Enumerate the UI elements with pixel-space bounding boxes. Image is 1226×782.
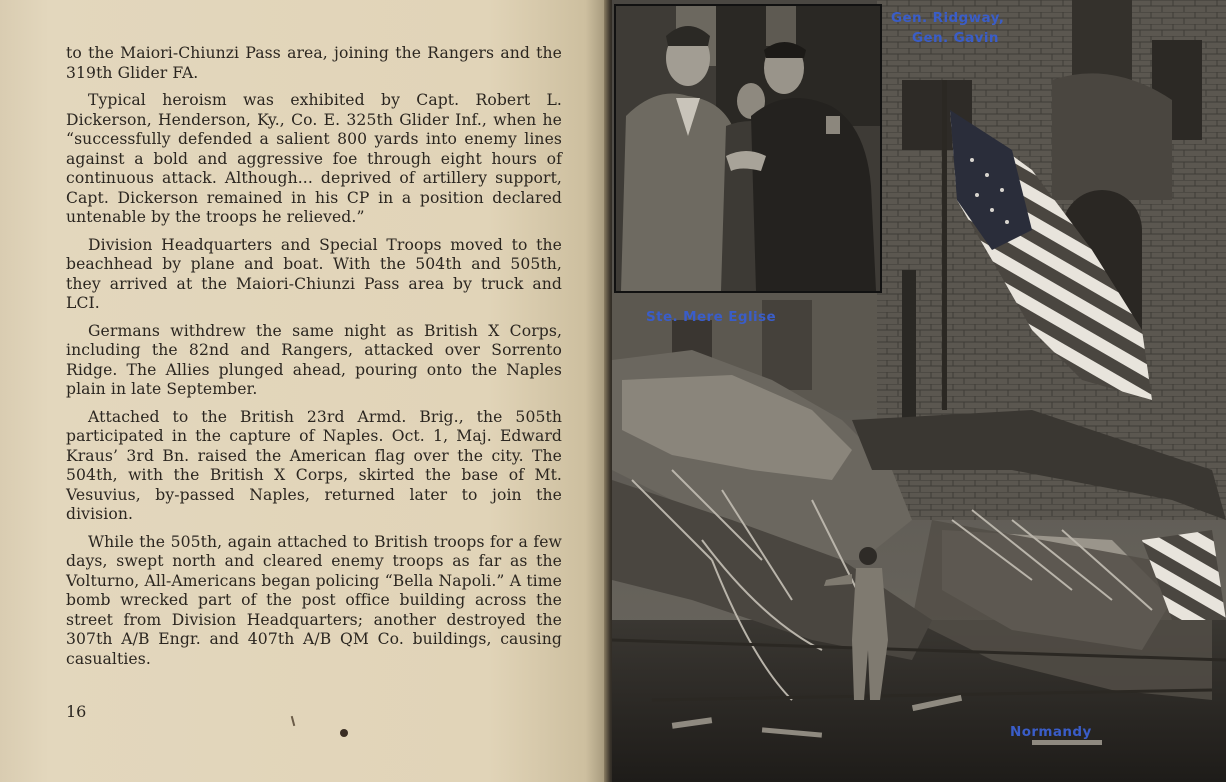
left-page — [0, 0, 610, 782]
ink-dot — [340, 729, 348, 737]
caption-ste-mere-eglise: Ste. Mere Eglise — [646, 309, 776, 325]
caption-ridgway: Gen. Ridgway, — [891, 10, 1005, 26]
paragraph: Typical heroism was exhibited by Capt. Robert L. Dickerson, Henderson, Ky., Co. E. 325th Glider Inf., when he “successfully defended a salient 800 yards into enemy lines against a bold and aggressive foe through eight hours of continuous attack. Although... deprived of artillery support, Capt. Dickerson remained in his CP in a position declared untenable by the troops he relieved.” — [66, 91, 562, 226]
generals-ceremony-photo — [614, 4, 882, 293]
caption-normandy: Normandy — [1010, 724, 1092, 740]
paragraph: Attached to the British 23rd Armd. Brig., the 505th participated in the capture of Naples. Oct. 1, Maj. Edward Kraus’ 3rd Bn. raised the American flag over the city. The 504th, with the British X Corps, skirted the base of Mt. Vesuvius, by-passed Naples, returned later to join the division. — [66, 407, 562, 523]
right-page — [612, 0, 1226, 782]
caption-gavin: Gen. Gavin — [912, 30, 999, 46]
paragraph: to the Maiori-Chiunzi Pass area, joining the Rangers and the 319th Glider FA. — [66, 44, 562, 82]
paragraph: While the 505th, again attached to British troops for a few days, swept north and cleared enemy troops as far as the Volturno, All-Americans began policing “Bella Napoli.” A time bomb wrecked part of the post office building across the street from Division Headquarters; another destroyed the 307th A/B Engr. and 407th A/B QM Co. buildings, causing casualties. — [66, 532, 562, 668]
body-text — [66, 44, 562, 677]
paragraph: Division Headquarters and Special Troops moved to the beachhead by plane and boat. With the 504th and 505th, they arrived at the Maiori-Chiunzi Pass area by truck and LCI. — [66, 235, 562, 312]
paragraph: Germans withdrew the same night as British X Corps, including the 82nd and Rangers, attacked over Sorrento Ridge. The Allies plunged ahead, pouring onto the Naples plain in late September. — [66, 321, 562, 398]
ink-mark — [291, 716, 296, 726]
page-number: 16 — [66, 702, 87, 721]
